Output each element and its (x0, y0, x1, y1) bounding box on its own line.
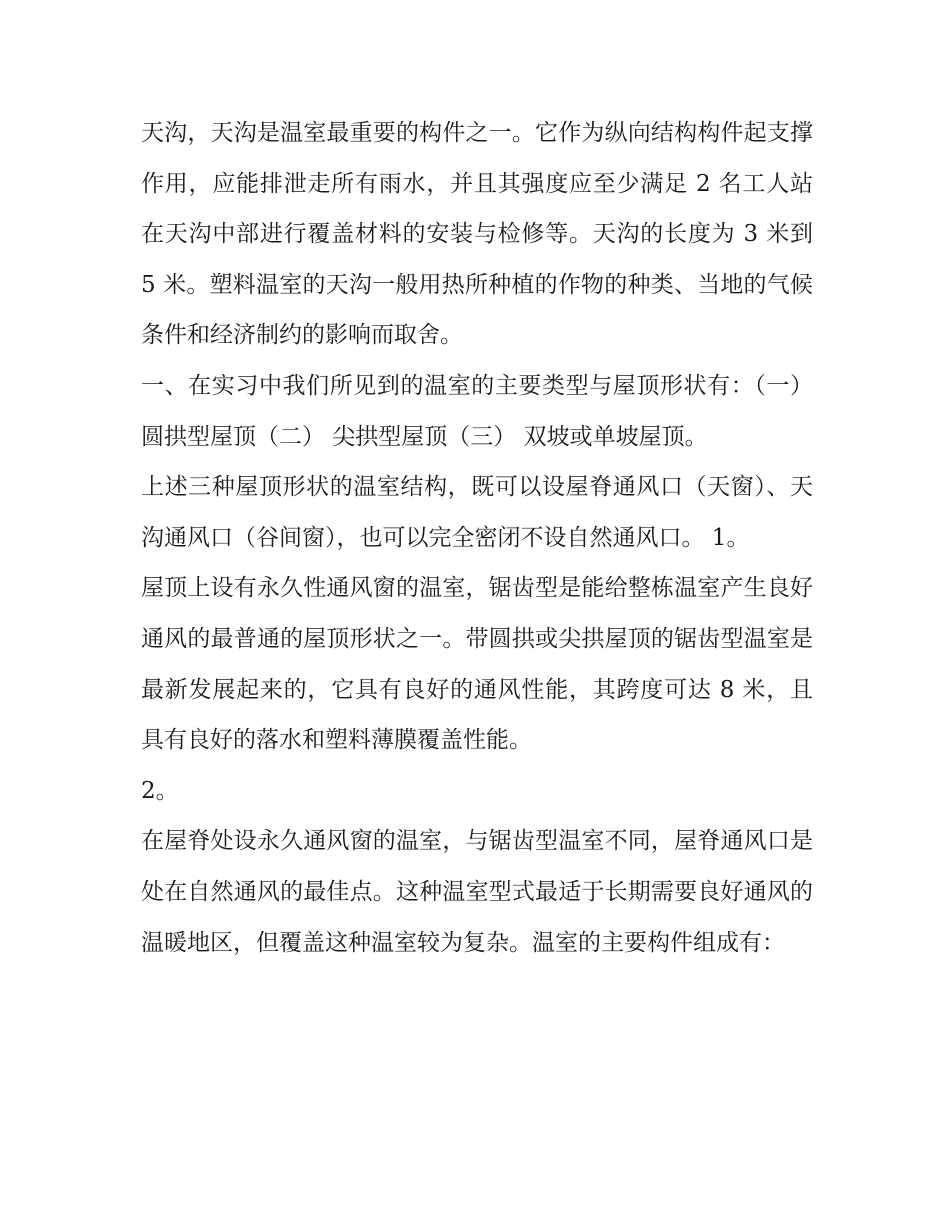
paragraph-gutter: 天沟，天沟是温室最重要的构件之一。它作为纵向结构构件起支撑作用，应能排泄走所有雨水，并且其强度应至少满足 2 名工人站在天沟中部进行覆盖材料的安装与检修等。天沟的长度为 3 米到 5 米。塑料温室的天沟一般用热所种植的作物的种类、当地的气候条件和经济制约的影响而取舍。 (141, 120, 813, 349)
document-body (141, 108, 813, 968)
paragraph-section-number: 2。 (141, 777, 179, 804)
paragraph-ridge-vent: 在屋脊处设永久通风窗的温室，与锯齿型温室不同，屋脊通风口是处在自然通风的最佳点。这种温室型式最适于长期需要良好通风的温暖地区，但覆盖这种温室较为复杂。温室的主要构件组成有： (141, 828, 813, 956)
paragraph-roof-ventilation: 上述三种屋顶形状的温室结构，既可以设屋脊通风口（天窗）、天沟通风口（谷间窗），也可以完全密闭不设自然通风口。 1。 (141, 474, 813, 551)
paragraph-sawtooth: 屋顶上设有永久性通风窗的温室，锯齿型是能给整栋温室产生良好通风的最普通的屋顶形状之一。带圆拱或尖拱屋顶的锯齿型温室是最新发展起来的，它具有良好的通风性能，其跨度可达 8 米，且具有良好的落水和塑料薄膜覆盖性能。 (141, 575, 813, 754)
paragraph-greenhouse-types: 一、在实习中我们所见到的温室的主要类型与屋顶形状有：（一） 圆拱型屋顶（二） 尖拱型屋顶（三） 双坡或单坡屋顶。 (141, 372, 813, 450)
